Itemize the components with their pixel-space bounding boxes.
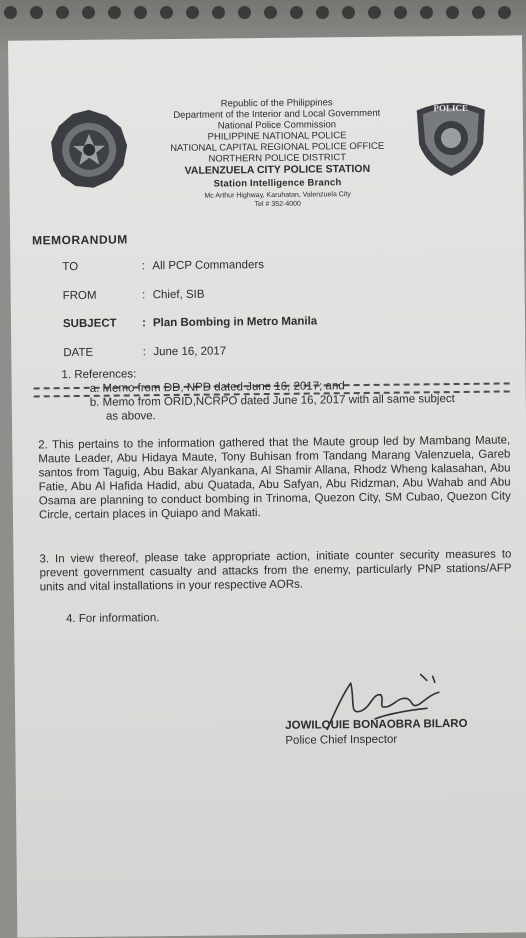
punch-hole (212, 6, 225, 19)
punch-hole (264, 6, 277, 19)
date-row (63, 345, 226, 359)
letterhead-line: NORTHERN POLICE DISTRICT (208, 152, 347, 165)
signatory-name: JOWILOUIE BONAOBRA BILARO (285, 717, 468, 732)
punch-hole (238, 6, 251, 19)
to-row (62, 259, 264, 273)
punch-hole (4, 6, 17, 19)
punch-hole (290, 6, 303, 19)
to-label: TO (62, 260, 79, 274)
letterhead-phone: Tel # 352-4000 (254, 200, 301, 209)
date-value: June 16, 2017 (153, 345, 227, 359)
punch-hole (108, 6, 121, 19)
punch-hole (56, 6, 69, 19)
letterhead-branch: Station Intelligence Branch (213, 177, 342, 190)
reference-b: b. Memo from ORID,NCRPO dated June 16, 2017 with all same subject (89, 393, 455, 409)
memo-heading: MEMORANDUM (32, 232, 128, 248)
paragraph-2: 2. This pertains to the information gathered that the Maute group led by Mambang Maute, Maute Leader, Abu Hidaya Maute, Tony Buhisan from Tandang Marang Valenzuela, Gareb santos from Taguig, Abu Bakar Alyankana, Al Shamir Allana, Rhodz Wheng kalasahan, Abu Fatie, Abu Al Hafida Hadid, abu Quatada, Abu Safyan, Abu Ridzman, Abu Wahab and Abu Osama are planning to conduct bombing in Trinoma, Quezon City, SM Cubao, Quezon City Circle, certain places in Quiapo and Makati. (38, 434, 511, 522)
signatory-title: Police Chief Inspector (285, 733, 398, 747)
punch-hole (368, 6, 381, 19)
punch-hole (30, 6, 43, 19)
reference-b-cont: as above. (105, 410, 156, 423)
subject-label: SUBJECT (62, 317, 117, 331)
paragraph-4: 4. For information. (66, 612, 160, 626)
reference-a: a. Memo from DD, NPD dated June 16, 2017; and (89, 380, 345, 395)
punch-hole (446, 6, 459, 19)
colon: : (142, 289, 146, 302)
letterhead-line: Department of the Interior and Local Government (173, 107, 381, 121)
badge-label: POLICE (433, 102, 469, 114)
letterhead-line: PHILIPPINE NATIONAL POLICE (207, 130, 347, 143)
punch-hole (160, 6, 173, 19)
colon: : (141, 260, 146, 273)
to-value: All PCP Commanders (152, 259, 265, 273)
paragraph-3: 3. In view thereof, please take appropriate action, initiate counter security measures to prevent government casualty and attacks from the enemy, particularly PNP stations/AFP units and vital installations in your respective AORs. (39, 548, 512, 594)
from-row (63, 289, 205, 302)
punch-hole (186, 6, 199, 19)
colon: : (141, 317, 146, 330)
pnp-seal-icon (47, 107, 132, 192)
punch-hole (134, 6, 147, 19)
punch-hole (498, 6, 511, 19)
letterhead-address: Mc Arthur Highway, Karuhatan, Valenzuela City (204, 191, 351, 200)
punch-hole (82, 6, 95, 19)
subject-value: Plan Bombing in Metro Manila (152, 315, 318, 330)
punch-hole (472, 6, 485, 19)
letterhead-station: VALENZUELA CITY POLICE STATION (184, 162, 371, 177)
punch-hole (316, 6, 329, 19)
letterhead-line: NATIONAL CAPITAL REGIONAL POLICE OFFICE (170, 140, 385, 154)
punch-hole (420, 6, 433, 19)
letterhead-line: National Police Commission (217, 119, 337, 132)
memo-page (8, 35, 526, 937)
date-label: DATE (63, 346, 94, 360)
subject-row (63, 315, 317, 330)
from-label: FROM (62, 289, 97, 303)
punch-hole (342, 6, 355, 19)
references-heading: 1. References: (61, 368, 137, 382)
punch-hole (394, 6, 407, 19)
colon: : (142, 346, 146, 359)
from-value: Chief, SIB (152, 288, 205, 302)
letterhead-line: Republic of the Philippines (220, 97, 333, 110)
